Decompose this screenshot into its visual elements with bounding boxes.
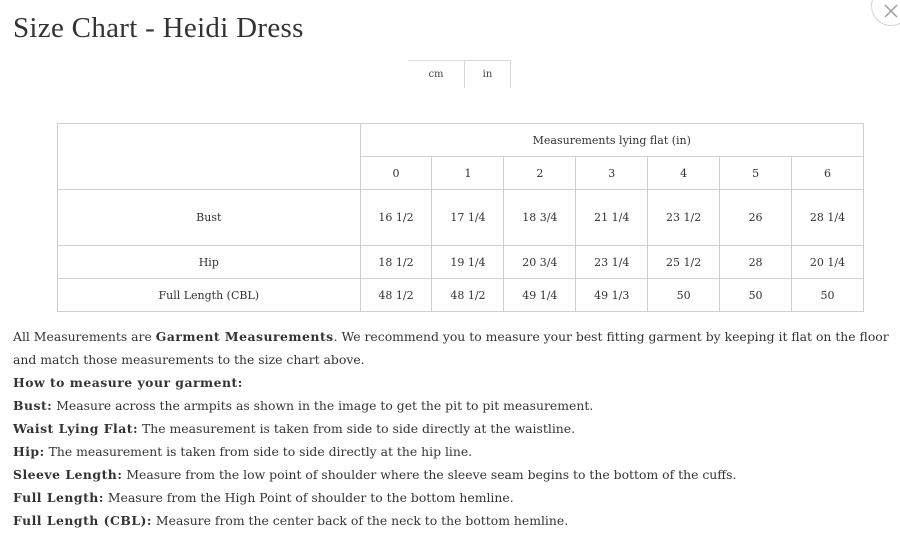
instruction-item: Full Length (CBL): Measure from the center back of the neck to the bottom hemline.	[13, 513, 569, 528]
row-label: Hip	[58, 246, 361, 279]
row-label: Bust	[58, 190, 361, 246]
table-cell: 48 1/2	[360, 279, 432, 312]
size-header: 3	[576, 157, 648, 190]
table-cell: 23 1/2	[648, 190, 720, 246]
size-header: 2	[504, 157, 576, 190]
table-row	[58, 246, 864, 279]
size-header: 6	[792, 157, 864, 190]
tab-cm[interactable]: cm	[408, 60, 464, 87]
table-cell: 21 1/4	[576, 190, 648, 246]
table-cell: 25 1/2	[648, 246, 720, 279]
table-cell: 50	[648, 279, 720, 312]
instruction-item: Hip: The measurement is taken from side to side directly at the hip line.	[13, 444, 473, 459]
instruction-item: Waist Lying Flat: The measurement is taken from side to side directly at the waistline.	[13, 421, 576, 436]
measurement-instructions	[13, 325, 893, 532]
table-cell: 28 1/4	[792, 190, 864, 246]
table-cell: 20 3/4	[504, 246, 576, 279]
table-cell: 19 1/4	[432, 246, 504, 279]
how-to-heading: How to measure your garment:	[13, 375, 243, 390]
table-cell: 20 1/4	[792, 246, 864, 279]
intro-paragraph: All Measurements are Garment Measurements. We recommend you to measure your best fitting garment by keeping it flat on the floor and match those measurements to the size chart above.	[13, 329, 889, 367]
table-cell: 49 1/4	[504, 279, 576, 312]
table-cell: 16 1/2	[360, 190, 432, 246]
page-title: Size Chart - Heidi Dress	[13, 12, 304, 44]
table-cell: 18 3/4	[504, 190, 576, 246]
row-label: Full Length (CBL)	[58, 279, 361, 312]
table-cell: 26	[720, 190, 792, 246]
size-header: 4	[648, 157, 720, 190]
table-group-header: Measurements lying flat (in)	[360, 124, 863, 157]
table-corner-cell	[58, 124, 361, 190]
size-header: 1	[432, 157, 504, 190]
table-cell: 17 1/4	[432, 190, 504, 246]
table-cell: 50	[720, 279, 792, 312]
size-header: 0	[360, 157, 432, 190]
table-cell: 18 1/2	[360, 246, 432, 279]
tab-in[interactable]: in	[464, 60, 511, 88]
size-chart-table	[57, 123, 864, 312]
table-row	[58, 279, 864, 312]
close-button[interactable]	[871, 0, 900, 26]
instruction-item: Full Length: Measure from the High Point of shoulder to the bottom hemline.	[13, 490, 514, 505]
unit-tabs	[408, 60, 511, 88]
instruction-item: Sleeve Length: Measure from the low point of shoulder where the sleeve seam begins to the bottom of the cuffs.	[13, 467, 737, 482]
table-cell: 48 1/2	[432, 279, 504, 312]
size-header: 5	[720, 157, 792, 190]
close-icon	[883, 3, 899, 19]
table-cell: 49 1/3	[576, 279, 648, 312]
table-cell: 28	[720, 246, 792, 279]
table-cell: 50	[792, 279, 864, 312]
table-cell: 23 1/4	[576, 246, 648, 279]
instruction-item: Bust: Measure across the armpits as shown in the image to get the pit to pit measurement.	[13, 398, 594, 413]
garment-measurements-emphasis: Garment Measurements	[155, 329, 334, 344]
table-row	[58, 190, 864, 246]
